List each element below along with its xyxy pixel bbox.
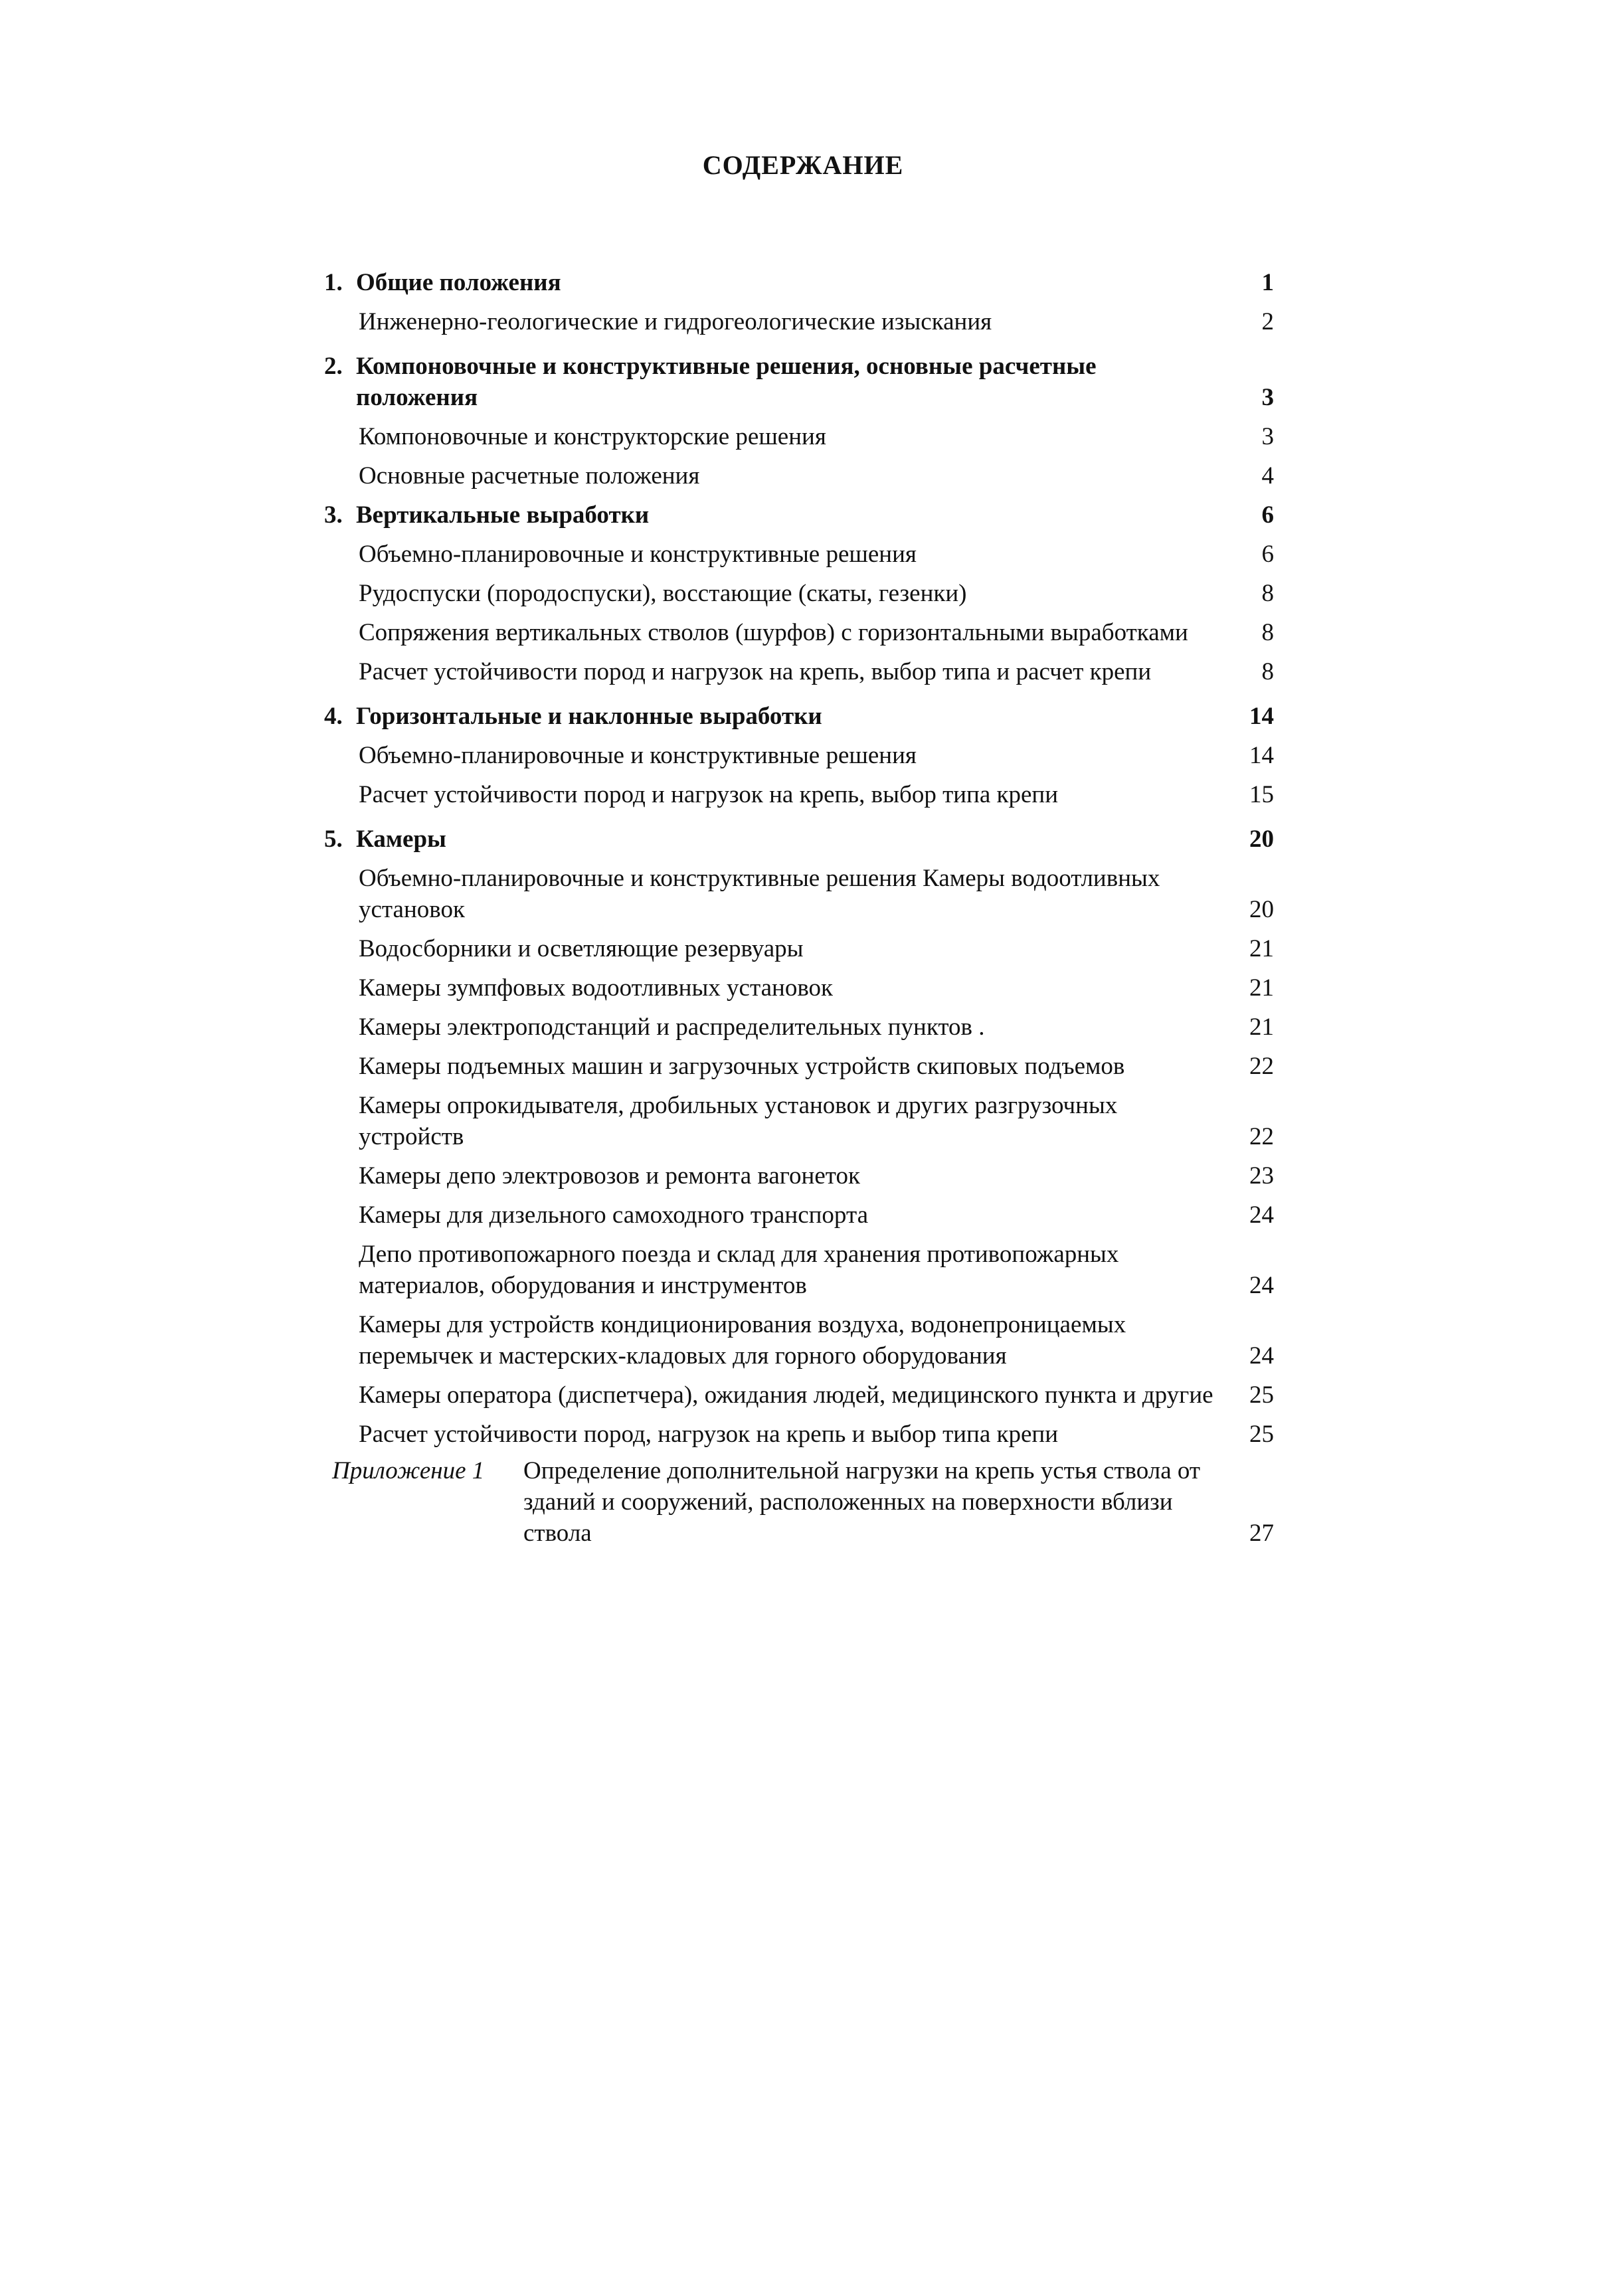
toc-page-number: 3 (1261, 423, 1274, 450)
toc-subsection-entry[interactable] (324, 779, 1281, 810)
toc-page-number: 20 (1249, 896, 1274, 923)
section-title: Камеры (356, 826, 446, 853)
toc-page-number: 15 (1249, 781, 1274, 808)
toc-entry-title: Камеры зумпфовых водоотливных установок (359, 974, 834, 1002)
toc-entry-title (324, 499, 1219, 531)
toc-page-number: 8 (1261, 619, 1274, 646)
toc-page-number: 23 (1249, 1162, 1274, 1190)
appendix-label: Приложение 1 (332, 1457, 485, 1484)
toc-section-entry[interactable] (324, 701, 1281, 732)
toc-entry-title (324, 824, 1219, 855)
toc-page-number: 8 (1261, 580, 1274, 607)
toc-entry-title: Камеры опрокидывателя, дробильных установок и других разгрузочных устройств (359, 1092, 1118, 1150)
toc-section-entry[interactable] (324, 351, 1281, 413)
toc-page-number: 8 (1261, 658, 1274, 685)
toc-entry-title: Объемно-планировочные и конструктивные решения (359, 742, 917, 769)
toc-entry-title: Камеры оператора (диспетчера), ожидания людей, медицинского пункта и другие (359, 1381, 1213, 1409)
toc-section-entry[interactable] (324, 267, 1281, 298)
toc-entry-title (324, 267, 1219, 298)
toc-entry-title: Камеры подъемных машин и загрузочных устройств скиповых подъемов (359, 1053, 1125, 1080)
toc-section-entry[interactable] (324, 499, 1281, 531)
toc-page-number: 14 (1249, 742, 1274, 769)
section-number: 4. (324, 703, 343, 730)
toc-entry-title: Депо противопожарного поезда и склад для хранения противопожарных материалов, оборудования и инструментов (359, 1241, 1119, 1299)
toc-entry-title: Камеры депо электровозов и ремонта вагонеток (359, 1162, 860, 1190)
toc-page-number: 4 (1261, 462, 1274, 489)
toc-subsection-entry[interactable] (324, 1309, 1281, 1371)
toc-subsection-entry[interactable] (324, 578, 1281, 609)
toc-subsection-entry[interactable] (324, 863, 1281, 925)
appendix-text: Определение дополнительной нагрузки на крепь устья ствола от зданий и сооружений, расположенных на поверхности вблизи ствола (523, 1457, 1201, 1547)
toc-subsection-entry[interactable] (324, 1160, 1281, 1192)
toc-subsection-entry[interactable] (324, 421, 1281, 452)
toc-page-number: 2 (1261, 308, 1274, 335)
section-title: Вертикальные выработки (356, 501, 650, 529)
toc-page-number: 21 (1249, 935, 1274, 962)
toc-page-number: 1 (1261, 269, 1274, 296)
toc-page-number: 21 (1249, 1014, 1274, 1041)
toc-entry-title: Рудоспуски (породоспуски), восстающие (скаты, гезенки) (359, 580, 967, 607)
toc-page-number: 22 (1249, 1053, 1274, 1080)
toc-subsection-entry[interactable] (324, 306, 1281, 337)
toc-entry-title: Сопряжения вертикальных стволов (шурфов) с горизонтальными выработками (359, 619, 1188, 646)
toc-page-number: 3 (1261, 384, 1274, 411)
toc-subsection-entry[interactable] (324, 1012, 1281, 1043)
toc-subsection-entry[interactable] (324, 656, 1281, 687)
toc-subsection-entry[interactable] (324, 460, 1281, 491)
toc-page-number: 24 (1249, 1342, 1274, 1369)
toc-subsection-entry[interactable] (324, 1239, 1281, 1301)
toc-page-number: 25 (1249, 1381, 1274, 1409)
appendix-page-number: 27 (1249, 1520, 1274, 1547)
toc-subsection-entry[interactable] (324, 1379, 1281, 1411)
toc-page-number: 22 (1249, 1123, 1274, 1150)
section-title: Компоновочные и конструктивные решения, основные расчетные положения (356, 353, 1097, 411)
toc-subsection-entry[interactable] (324, 1199, 1281, 1231)
toc-entry-title: Компоновочные и конструкторские решения (359, 423, 826, 450)
toc-page-number: 24 (1249, 1201, 1274, 1229)
table-of-contents (324, 259, 1281, 1549)
toc-subsection-entry[interactable] (324, 1051, 1281, 1082)
toc-entry-title: Объемно-планировочные и конструктивные решения (359, 541, 917, 568)
toc-page-number: 25 (1249, 1421, 1274, 1448)
toc-entry-title: Камеры для устройств кондиционирования воздуха, водонепроницаемых перемычек и мастерских-кладовых для горного оборудования (359, 1311, 1126, 1369)
section-number: 1. (324, 269, 343, 296)
section-title: Общие положения (356, 269, 561, 296)
section-number: 5. (324, 826, 343, 853)
toc-subsection-entry[interactable] (324, 617, 1281, 648)
toc-subsection-entry[interactable] (324, 539, 1281, 570)
toc-page-number: 6 (1261, 541, 1274, 568)
toc-entry-title: Объемно-планировочные и конструктивные решения Камеры водоотливных установок (359, 865, 1160, 923)
toc-entry-title: Основные расчетные положения (359, 462, 700, 489)
toc-entry-title: Камеры электроподстанций и распределительных пунктов . (359, 1014, 985, 1041)
toc-subsection-entry[interactable] (324, 972, 1281, 1004)
toc-entry-title: Расчет устойчивости пород и нагрузок на крепь, выбор типа и расчет крепи (359, 658, 1152, 685)
toc-page-number: 20 (1249, 826, 1274, 853)
toc-page-number: 14 (1249, 703, 1274, 730)
section-number: 2. (324, 353, 343, 380)
toc-page-number: 6 (1261, 501, 1274, 529)
toc-entry-title: Расчет устойчивости пород, нагрузок на крепь и выбор типа крепи (359, 1421, 1059, 1448)
toc-entry-title: Расчет устойчивости пород и нагрузок на крепь, выбор типа крепи (359, 781, 1059, 808)
toc-page-number: 24 (1249, 1272, 1274, 1299)
toc-subsection-entry[interactable] (324, 1419, 1281, 1450)
toc-page-number: 21 (1249, 974, 1274, 1002)
toc-subsection-entry[interactable] (324, 933, 1281, 964)
toc-section-entry[interactable] (324, 824, 1281, 855)
toc-appendix-entry (324, 1455, 1281, 1549)
toc-entry-title (324, 351, 1219, 413)
page-title: СОДЕРЖАНИЕ (702, 150, 904, 180)
toc-entry-title: Водосборники и осветляющие резервуары (359, 935, 804, 962)
toc-entry-title (324, 701, 1219, 732)
section-number: 3. (324, 501, 343, 529)
toc-subsection-entry[interactable] (324, 740, 1281, 771)
toc-entry-title: Камеры для дизельного самоходного транспорта (359, 1201, 868, 1229)
section-title: Горизонтальные и наклонные выработки (356, 703, 822, 730)
toc-subsection-entry[interactable] (324, 1090, 1281, 1152)
toc-entry-title: Инженерно-геологические и гидрогеологические изыскания (359, 308, 992, 335)
